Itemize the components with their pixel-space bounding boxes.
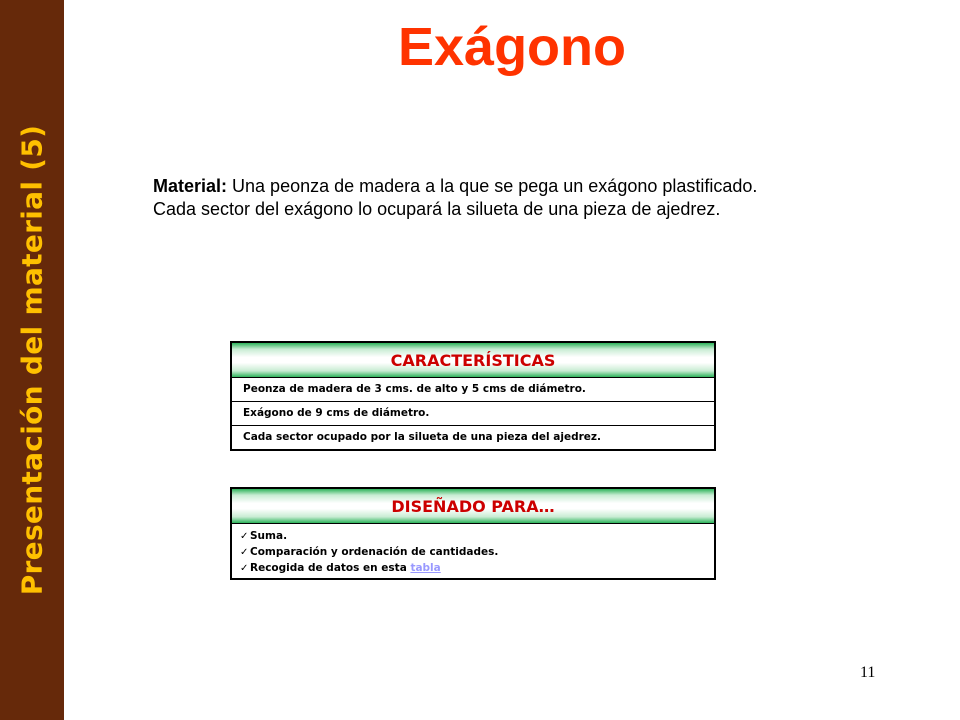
material-line-2: Cada sector del exágono lo ocupará la silueta de una pieza de ajedrez. — [153, 199, 721, 219]
disenado-para-box — [230, 487, 716, 580]
list-item-text: Comparación y ordenación de cantidades. — [250, 546, 499, 558]
sidebar — [0, 0, 64, 720]
caracteristicas-header: CARACTERÍSTICAS — [232, 343, 714, 378]
list-item-text: Suma. — [250, 530, 288, 542]
page-number: 11 — [860, 664, 876, 681]
page-title: Exágono — [397, 17, 627, 77]
table-row: Peonza de madera de 3 cms. de alto y 5 cms de diámetro. — [232, 378, 714, 402]
checkmark-icon: ✓ — [240, 563, 249, 574]
list-item — [240, 544, 714, 560]
disenado-para-header: DISEÑADO PARA… — [232, 489, 714, 524]
table-row: Cada sector ocupado por la silueta de una pieza del ajedrez. — [243, 431, 602, 443]
sidebar-title: Presentación del material (5) — [15, 124, 49, 596]
disenado-para-list — [232, 524, 714, 578]
list-item — [240, 528, 714, 544]
table-row: Exágono de 9 cms de diámetro. — [232, 402, 714, 426]
material-description — [153, 175, 913, 221]
list-item — [240, 560, 714, 576]
material-label: Material: — [153, 176, 228, 196]
checkmark-icon: ✓ — [240, 531, 249, 542]
tabla-link[interactable]: tabla — [410, 562, 441, 574]
checkmark-icon: ✓ — [240, 547, 249, 558]
material-line-1 — [153, 175, 913, 198]
list-item-text: Recogida de datos en esta — [250, 562, 411, 574]
caracteristicas-table — [230, 341, 716, 451]
material-text-1: Una peonza de madera a la que se pega un exágono plastificado. — [227, 176, 758, 196]
